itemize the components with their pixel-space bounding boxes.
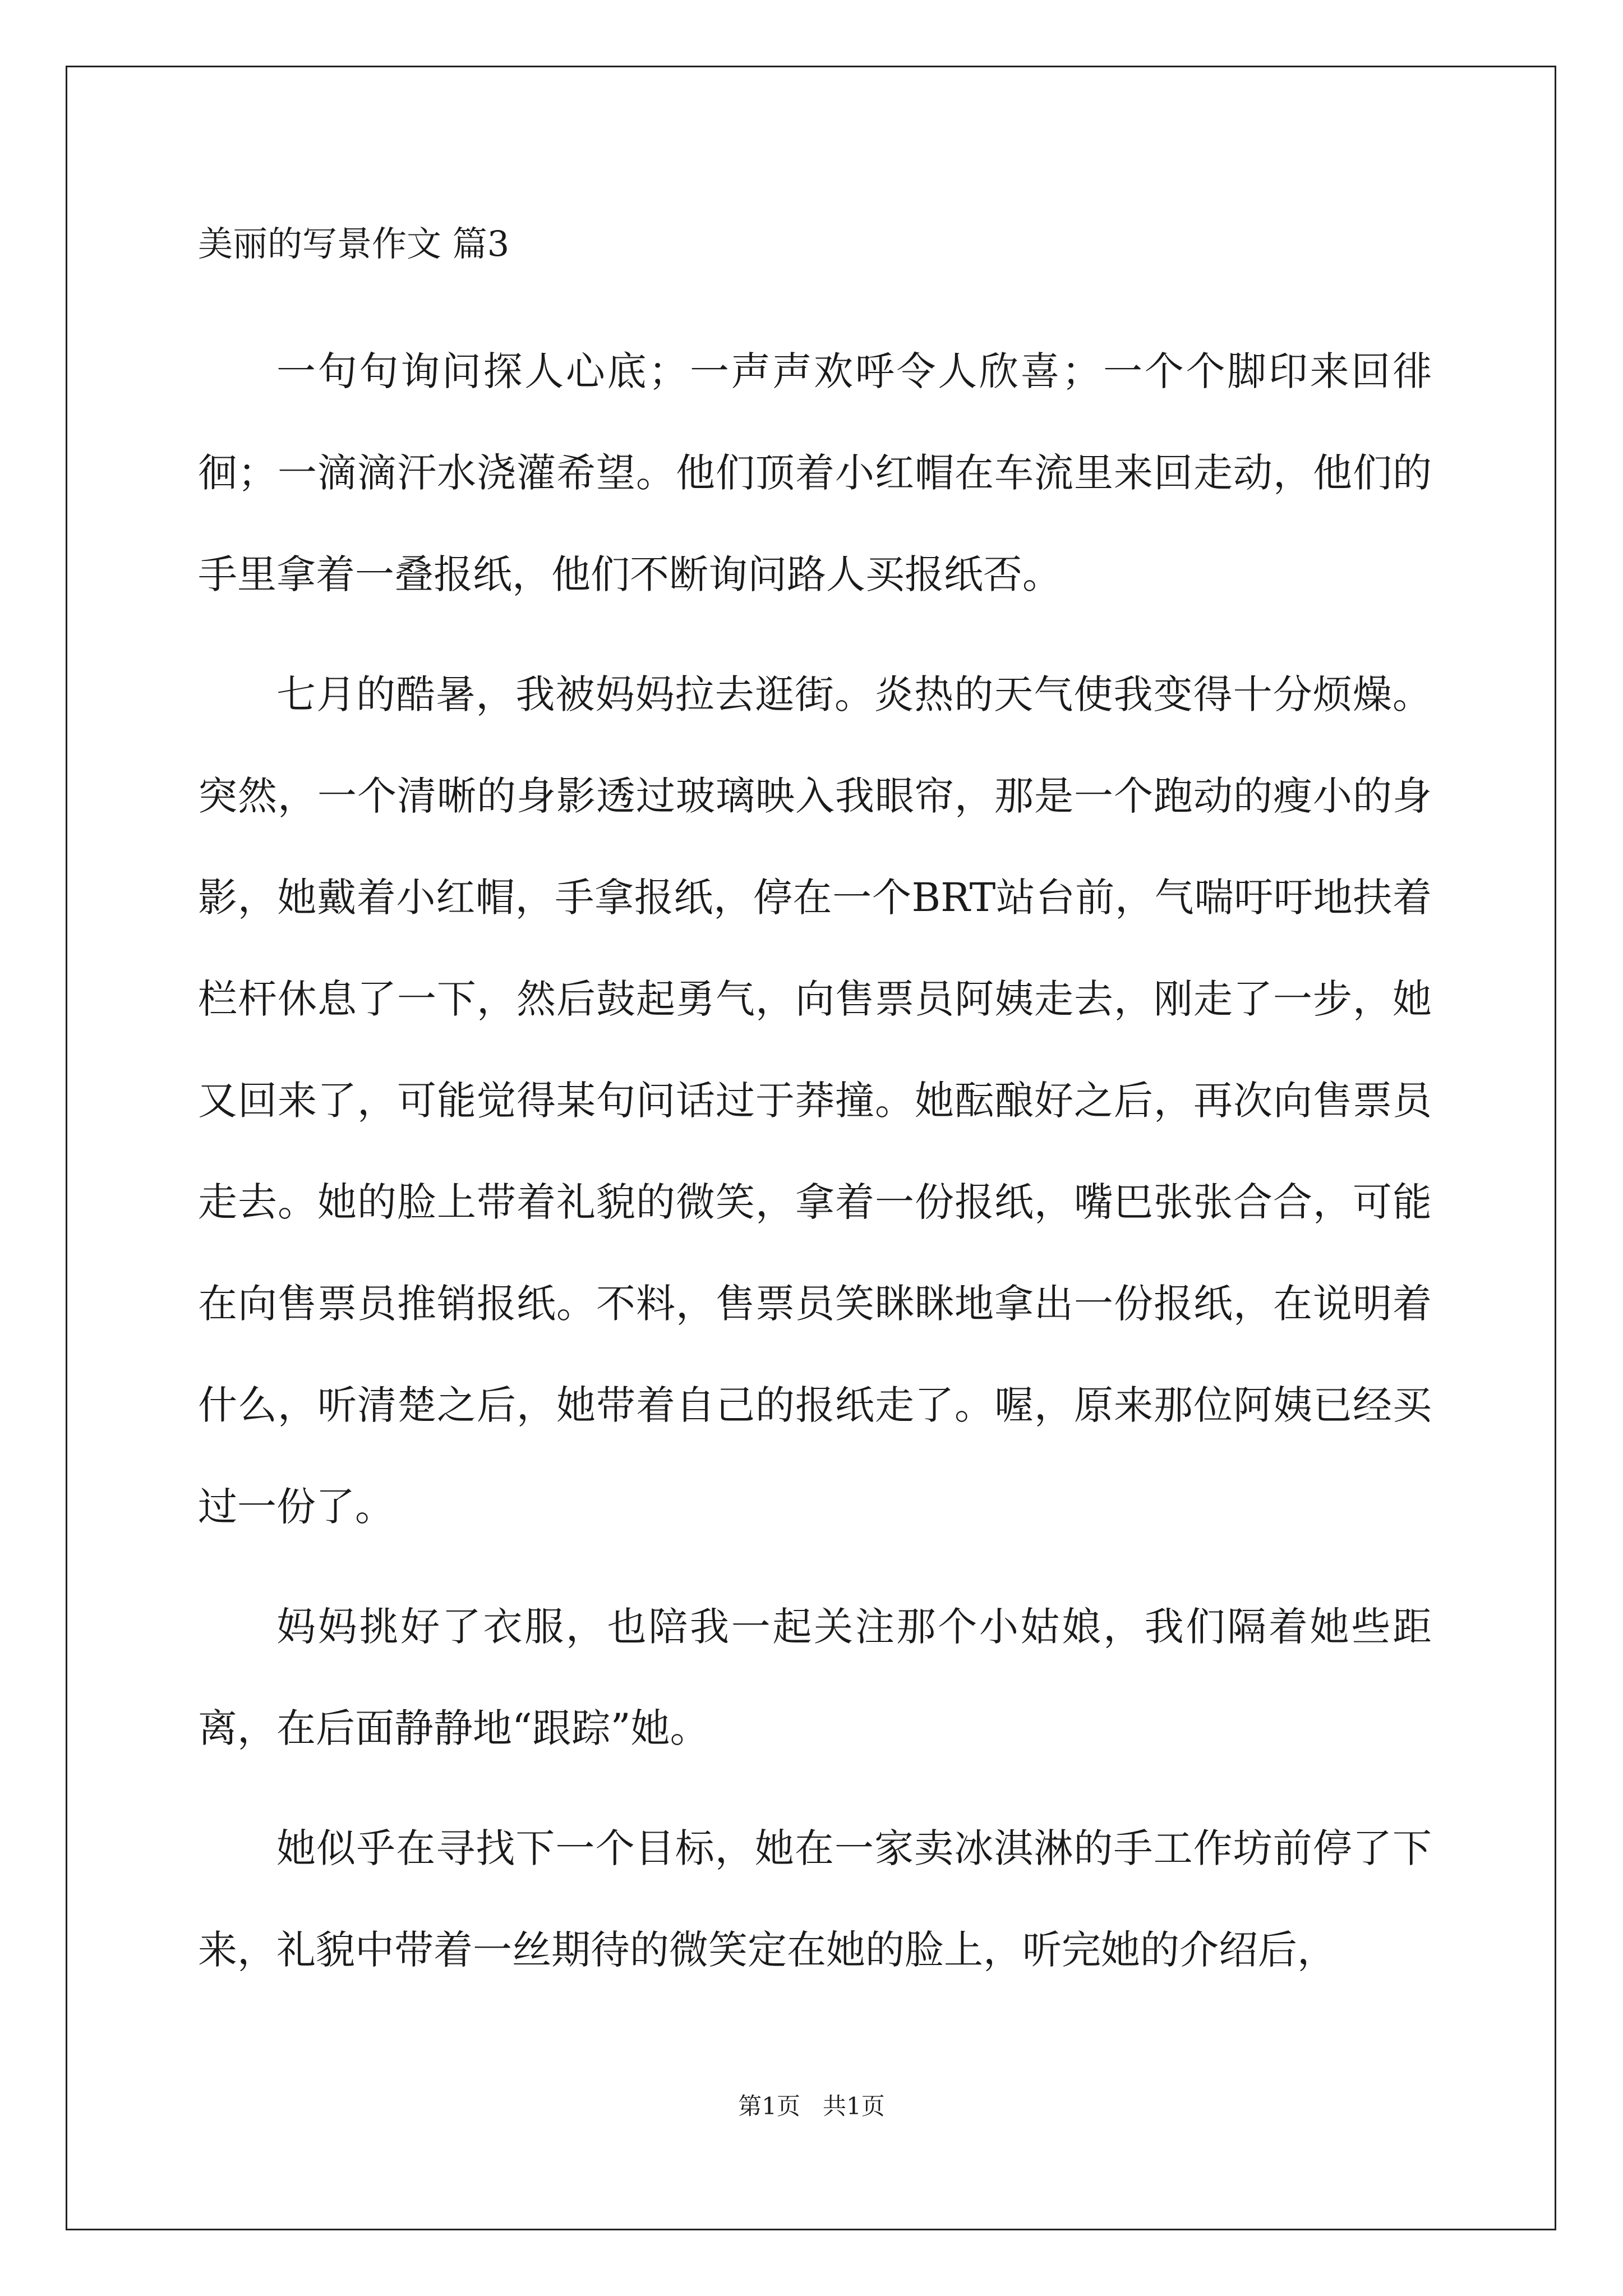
paragraph-1: 一句句询问探人心底；一声声欢呼令人欣喜；一个个脚印来回徘徊；一滴滴汗水浇灌希望。他们顶着小红帽在车流里来回走动，他们的手里拿着一叠报纸，他们不断询问路人买报纸否。 <box>198 348 1432 597</box>
page-footer: 第1页 共1页 <box>738 2092 885 2120</box>
document-body <box>198 321 1432 2019</box>
paragraph-2: 七月的酷暑，我被妈妈拉去逛街。炎热的天气使我变得十分烦燥。突然，一个清晰的身影透过玻璃映入我眼帘，那是一个跑动的瘦小的身影，她戴着小红帽，手拿报纸，停在一个BRT站台前，气喘吁吁地扶着栏杆休息了一下，然后鼓起勇气，向售票员阿姨走去，刚走了一步，她又回来了，可能觉得某句问话过于莽撞。她酝酿好之后，再次向售票员走去。她的脸上带着礼貌的微笑，拿着一份报纸，嘴巴张张合合，可能在向售票员推销报纸。不料，售票员笑眯眯地拿出一份报纸，在说明着什么，听清楚之后，她带着自己的报纸走了。喔，原来那位阿姨已经买过一份了。 <box>198 671 1432 1530</box>
paragraph-3: 妈妈挑好了衣服，也陪我一起关注那个小姑娘，我们隔着她些距离，在后面静静地“跟踪”她。 <box>198 1604 1432 1751</box>
paragraph-4: 她似乎在寻找下一个目标，她在一家卖冰淇淋的手工作坊前停了下来，礼貌中带着一丝期待的微笑定在她的脸上，听完她的介绍后， <box>198 1825 1432 1973</box>
document-title: 美丽的写景作文 篇3 <box>198 223 510 264</box>
